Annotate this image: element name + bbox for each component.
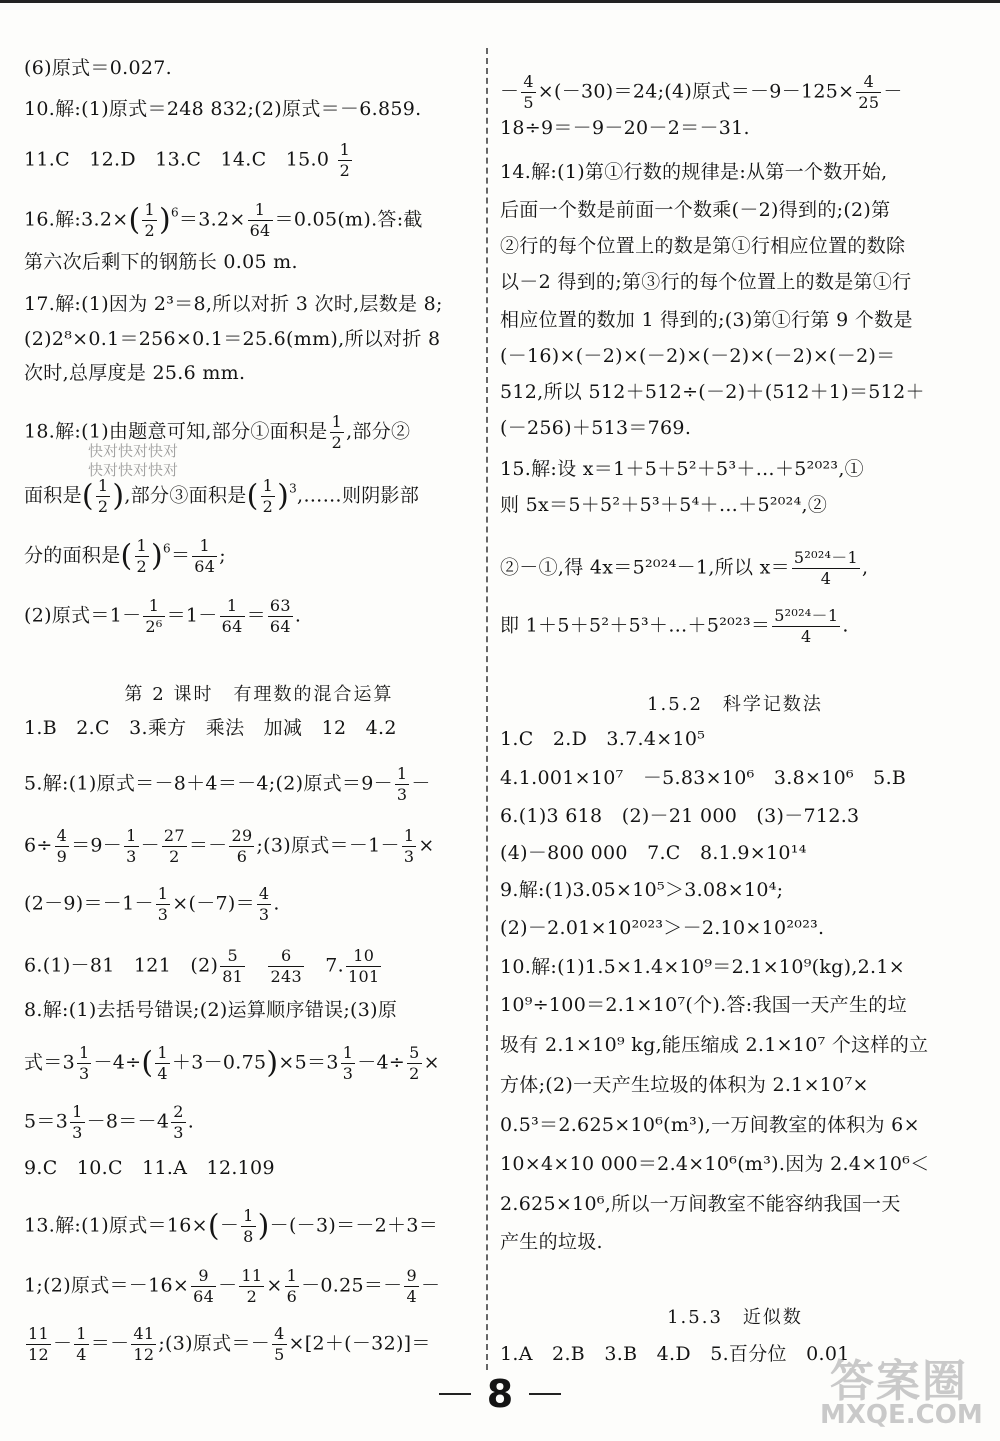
answer-line: 10×4×10 000＝2.4×10⁶(m³).因为 2.4×10⁶＜ bbox=[500, 1153, 930, 1175]
answer-line: 以－2 得到的;第③行的每个位置上的数是第①行 bbox=[500, 271, 912, 293]
answer-line: 面积是( $\frac{1}{2}$ ),部分③面积是( $\frac{1}{2}$ )$^3$,……则阴影部 bbox=[24, 476, 420, 516]
answer-line: 5＝3 $\frac{1}{3}$ －8＝－4 $\frac{2}{3}$ . bbox=[24, 1102, 195, 1142]
answer-line: 圾有 2.1×10⁹ kg,能压缩成 2.1×10⁷ 个这样的立 bbox=[500, 1034, 929, 1056]
answer-line: 10.解:(1)1.5×1.4×10⁹＝2.1×10⁹(kg),2.1× bbox=[500, 956, 906, 978]
answer-line: 1.C 2.D 3.7.4×10⁵ bbox=[500, 728, 706, 750]
answer-line: 1.B 2.C 3.乘方 乘法 加减 12 4.2 bbox=[24, 717, 397, 739]
answer-line: 9.解:(1)3.05×10⁵＞3.08×10⁴; bbox=[500, 879, 784, 901]
page-number: 8 bbox=[0, 1372, 1000, 1416]
answer-line: 18.解:(1)由题意可知,部分①面积是 $\frac{1}{2}$ ,部分② bbox=[24, 412, 411, 452]
answer-line: 分的面积是( $\frac{1}{2}$ )$^6$＝ $\frac{1}{64}$ ; bbox=[24, 536, 226, 576]
top-rule bbox=[0, 0, 1000, 3]
answer-line: (2)2⁸×0.1＝256×0.1＝25.6(mm),所以对折 8 bbox=[24, 328, 441, 350]
answer-line: (4)－800 000 7.C 8.1.9×10¹⁴ bbox=[500, 842, 807, 864]
answer-line: 相应位置的数加 1 得到的;(3)第①行第 9 个数是 bbox=[500, 309, 913, 331]
answer-line: $\frac{11}{12}$ － $\frac{1}{4}$ ＝－ $\frac{41}{12}$ ;(3)原式＝－ $\frac{4}{5}$ ×[2＋(－32)]＝ bbox=[28, 1324, 431, 1364]
stamp-overlay: 快对快对快对 快对快对快对 bbox=[88, 442, 179, 479]
watermark-logo: 答案圈 bbox=[830, 1356, 968, 1407]
answer-line: (6)原式＝0.027. bbox=[24, 57, 172, 79]
answer-line: 18÷9＝－9－20－2＝－31. bbox=[500, 117, 750, 139]
answer-line: 式＝3 $\frac{1}{3}$ －4÷( $\frac{1}{4}$ ＋3－0.75)×5＝3 $\frac{1}{3}$ －4÷ $\frac{5}{2}$ × bbox=[24, 1043, 440, 1083]
answer-line: 17.解:(1)因为 2³＝8,所以对折 3 次时,层数是 8; bbox=[24, 293, 443, 315]
answer-line: ②行的每个位置上的数是第①行相应位置的数除 bbox=[500, 235, 906, 257]
answer-line: (－16)×(－2)×(－2)×(－2)×(－2)×(－2)＝ bbox=[500, 345, 896, 367]
answer-line: 即 1＋5＋5²＋5³＋…＋5²⁰²³＝ $\frac{\text{5²⁰²⁴－1}}{4}$ . bbox=[500, 606, 849, 646]
answer-line: 2.625×10⁶,所以一万间教室不能容纳我国一天 bbox=[500, 1193, 901, 1215]
answer-line: 1;(2)原式＝－16× $\frac{9}{64}$ － $\frac{11}{2}$ × $\frac{1}{6}$ －0.25＝－ $\frac{9}{4}$ － bbox=[24, 1266, 441, 1306]
answer-line: 6÷ $\frac{4}{9}$ ＝9－ $\frac{1}{3}$ － $\frac{27}{2}$ ＝－ $\frac{29}{6}$ ;(3)原式＝－1－ $\frac{1}{3}$ × bbox=[24, 826, 435, 866]
answer-line: 5.解:(1)原式＝－8＋4＝－4;(2)原式＝9－ $\frac{1}{3}$ － bbox=[24, 764, 431, 804]
answer-line: 后面一个数是前面一个数乘(－2)得到的;(2)第 bbox=[500, 199, 891, 221]
answer-line: ②－①,得 4x＝5²⁰²⁴－1,所以 x＝ $\frac{\text{5²⁰²⁴－1}}{4}$ , bbox=[500, 548, 869, 588]
answer-line: 11.C 12.D 13.C 14.C 15.0 $\frac{1}{2}$ bbox=[24, 140, 351, 180]
answer-line: (－256)＋513＝769. bbox=[500, 417, 692, 439]
answer-line: (2)－2.01×10²⁰²³＞－2.10×10²⁰²³. bbox=[500, 917, 825, 939]
answer-line: 0.5³＝2.625×10⁶(m³),一万间教室的体积为 6× bbox=[500, 1114, 920, 1136]
answer-line: 4.1.001×10⁷ －5.83×10⁶ 3.8×10⁶ 5.B bbox=[500, 767, 907, 789]
answer-line: (2－9)＝－1－ $\frac{1}{3}$ ×(－7)＝ $\frac{4}{3}$ . bbox=[24, 884, 280, 924]
answer-line: 13.解:(1)原式＝16×(－ $\frac{1}{8}$ )－(－3)＝－2＋3＝ bbox=[24, 1206, 439, 1246]
answer-line: 8.解:(1)去括号错误;(2)运算顺序错误;(3)原 bbox=[24, 999, 398, 1021]
watermark-url: MXQE.COM bbox=[820, 1400, 983, 1430]
answer-line: 方体;(2)一天产生垃圾的体积为 2.1×10⁷× bbox=[500, 1074, 869, 1096]
answer-line: 次时,总厚度是 25.6 mm. bbox=[24, 362, 246, 384]
answer-line: 15.解:设 x＝1＋5＋5²＋5³＋…＋5²⁰²³,① bbox=[500, 458, 864, 480]
section-title: 1.5.3 近似数 bbox=[667, 1307, 803, 1328]
answer-line: 6.(1)－81 121 (2) $\frac{5}{81}$ $\frac{6}{243}$ 7. $\frac{10}{101}$ bbox=[24, 946, 380, 986]
answer-line: 10⁹÷100＝2.1×10⁷(个).答:我国一天产生的垃 bbox=[500, 994, 907, 1016]
answer-line: 9.C 10.C 11.A 12.109 bbox=[24, 1157, 275, 1179]
answer-line: 16.解:3.2×( $\frac{1}{2}$ )$^6$＝3.2× $\frac{1}{64}$ ＝0.05(m).答:截 bbox=[24, 200, 423, 240]
answer-line: 则 5x＝5＋5²＋5³＋5⁴＋…＋5²⁰²⁴,② bbox=[500, 494, 828, 516]
fraction: $\frac{1}{2}$ bbox=[339, 140, 351, 180]
answer-line: 10.解:(1)原式＝248 832;(2)原式＝－6.859. bbox=[24, 98, 422, 120]
answer-line: 产生的垃圾. bbox=[500, 1231, 603, 1253]
section-title: 第 2 课时 有理数的混合运算 bbox=[124, 684, 394, 705]
column-divider bbox=[486, 48, 488, 1370]
answer-line: 1.A 2.B 3.B 4.D 5.百分位 0.01 bbox=[500, 1343, 850, 1365]
answer-line: 512,所以 512＋512÷(－2)＋(512＋1)＝512＋ bbox=[500, 381, 925, 403]
answer-line: － $\frac{4}{5}$ ×(－30)＝24;(4)原式＝－9－125× $\frac{4}{25}$ － bbox=[500, 72, 903, 112]
answer-line: (2)原式＝1－ $\frac{1}{\text{2⁶}}$ ＝1－ $\frac{1}{64}$ ＝ $\frac{63}{64}$ . bbox=[24, 596, 302, 636]
answer-line: 6.(1)3 618 (2)－21 000 (3)－712.3 bbox=[500, 805, 860, 827]
answer-line: 第六次后剩下的钢筋长 0.05 m. bbox=[24, 251, 298, 273]
answer-line: 14.解:(1)第①行数的规律是:从第一个数开始, bbox=[500, 161, 888, 183]
section-title: 1.5.2 科学记数法 bbox=[647, 694, 823, 715]
